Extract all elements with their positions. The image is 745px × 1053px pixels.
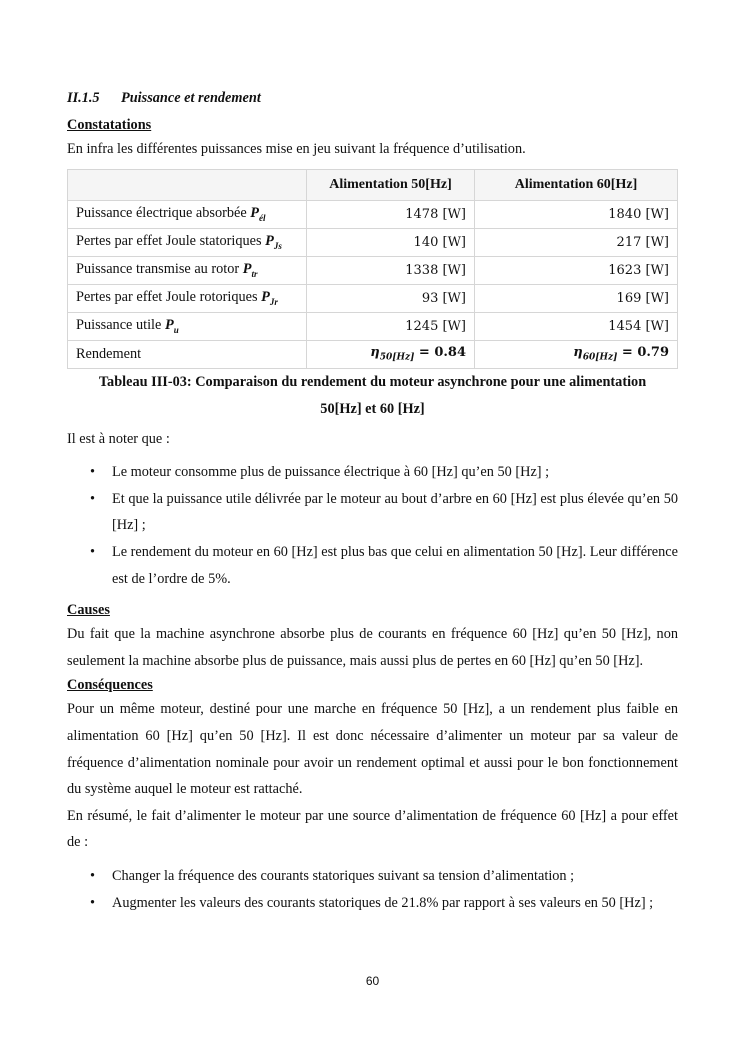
causes-title: Causes: [67, 602, 110, 619]
table-row: [68, 312, 678, 340]
page-number: 60: [365, 974, 380, 988]
row-label: Pertes par effet Joule rotoriques $P_{Jr}$: [68, 284, 307, 312]
table-row: [68, 284, 678, 312]
list-item: • Le moteur consomme plus de puissance électrique à 60 [Hz] qu’en 50 [Hz] ;: [112, 459, 678, 486]
table-header-row: [68, 169, 678, 200]
value-60hz: 169 [W]: [475, 284, 678, 312]
section-heading: [67, 88, 678, 108]
efficiency-50hz: $\eta_{50[Hz]} = 0.84$: [307, 340, 475, 368]
table-row-rendement: [68, 340, 678, 368]
row-label: Rendement: [68, 340, 307, 368]
row-label: Puissance électrique absorbée $P_{él}$: [68, 200, 307, 228]
table-row: [68, 228, 678, 256]
list-item: • Changer la fréquence des courants statoriques suivant sa tension d’alimentation ;: [112, 863, 678, 890]
efficiency-60hz: $\eta_{60[Hz]} = 0.79$: [475, 340, 678, 368]
constatations-title: Constatations: [67, 117, 152, 133]
value-60hz: 1840 [W]: [475, 200, 678, 228]
notes-list: [67, 459, 678, 592]
table-row: [68, 200, 678, 228]
value-60hz: 1623 [W]: [475, 256, 678, 284]
table-header-empty: [68, 169, 307, 200]
list-item: • Le rendement du moteur en 60 [Hz] est plus bas que celui en alimentation 50 [Hz]. Leur différence est de l’ordre de 5%.: [112, 539, 678, 592]
consequences-text-1: Pour un même moteur, destiné pour une marche en fréquence 50 [Hz], a un rendement plus faible en alimentation 60 [Hz] qu’en 50 [Hz]. Il est donc nécessaire d’alimenter un moteur par sa valeur de fréquence d’alimentation nominale pour avoir un rendement optimal et aussi pour le bon fonctionnement du système auquel le moteur est rattaché.: [67, 701, 678, 798]
causes-text: Du fait que la machine asynchrone absorbe plus de courants en fréquence 60 [Hz] qu’en 50 [Hz], non seulement la machine absorbe plus de puissance, mais aussi plus de pertes en 60 [Hz] qu’en 50 [Hz].: [67, 626, 678, 669]
table-header-50hz: Alimentation 50[Hz]: [307, 169, 475, 200]
row-label: Puissance utile $P_u$: [68, 312, 307, 340]
row-label: Puissance transmise au rotor $P_{tr}$: [68, 256, 307, 284]
consequences-text-2: En résumé, le fait d’alimenter le moteur par une source d’alimentation de fréquence 60 [Hz] a pour effet de :: [67, 807, 678, 851]
power-comparison-table: [67, 169, 678, 369]
row-label: Pertes par effet Joule statoriques $P_{Js}$: [68, 228, 307, 256]
list-item: • Et que la puissance utile délivrée par le moteur au bout d’arbre en 60 [Hz] est plus élevée qu’en 50 [Hz] ;: [112, 486, 678, 539]
table-header-60hz: Alimentation 60[Hz]: [475, 169, 678, 200]
value-50hz: 93 [W]: [307, 284, 475, 312]
section-number: II.1.5: [67, 90, 100, 106]
value-60hz: 217 [W]: [475, 228, 678, 256]
value-50hz: 140 [W]: [307, 228, 475, 256]
consequences-list: [67, 863, 678, 916]
section-title: Puissance et rendement: [121, 90, 261, 106]
value-50hz: 1478 [W]: [307, 200, 475, 228]
notes-intro: Il est à noter que :: [67, 430, 170, 447]
value-50hz: 1338 [W]: [307, 256, 475, 284]
consequences-title: Conséquences: [67, 677, 153, 694]
value-60hz: 1454 [W]: [475, 312, 678, 340]
list-item: • Augmenter les valeurs des courants statoriques de 21.8% par rapport à ses valeurs en 50 [Hz] ;: [112, 890, 678, 917]
table-caption: Tableau III-03: Comparaison du rendement du moteur asynchrone pour une alimentation 50[Hz] et 60 [Hz]: [98, 373, 647, 417]
table-row: [68, 256, 678, 284]
constatations-intro: En infra les différentes puissances mise en jeu suivant la fréquence d’utilisation.: [67, 141, 526, 157]
value-50hz: 1245 [W]: [307, 312, 475, 340]
document-page: [67, 88, 678, 916]
